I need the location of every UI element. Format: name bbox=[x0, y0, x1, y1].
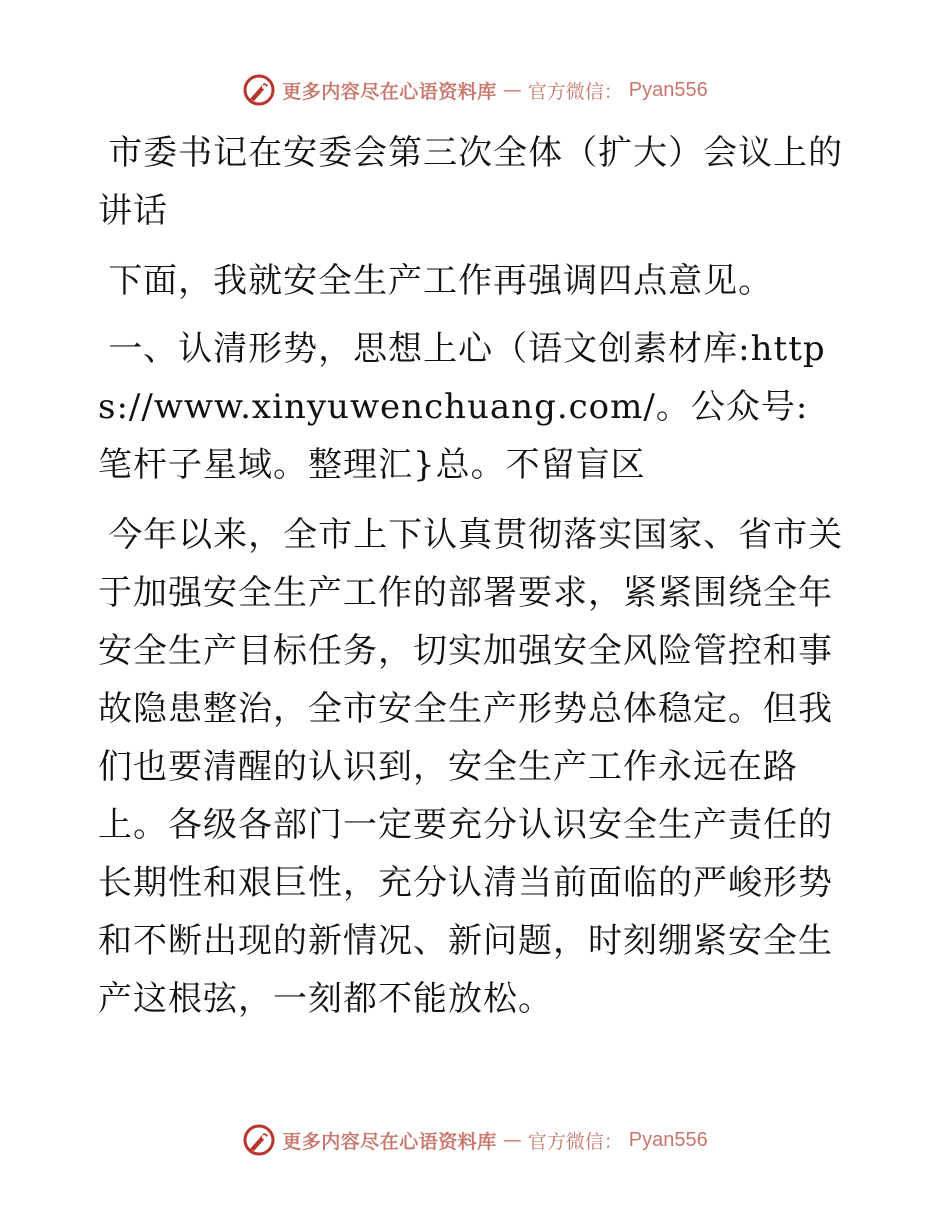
intro-paragraph: 下面，我就安全生产工作再强调四点意见。 bbox=[108, 261, 774, 301]
banner-official-label: 官方微信： bbox=[527, 1130, 623, 1153]
banner-account-id: Pyan556 bbox=[628, 78, 708, 101]
banner-separator: — bbox=[502, 79, 522, 101]
document-title: 市委书记在安委会第三次全体（扩大）会议上的讲话 bbox=[98, 133, 844, 231]
banner-brand-text: 更多内容尽在心语资料库 bbox=[282, 80, 497, 103]
banner-official-label: 官方微信： bbox=[527, 80, 623, 103]
body-paragraph: 今年以来，全市上下认真贯彻落实国家、省市关于加强安全生产工作的部署要求，紧紧围绕全年安全生产目标任务，切实加强安全风险管控和事故隐患整治，全市安全生产形势总体稳定。但我们也要清醒的认识到，安全生产工作永远在路上。各级各部门一定要充分认识安全生产责任的长期性和艰巨性，充分认清当前面临的严峻形势和不断出现的新情况、新问题，时刻绷紧安全生产这根弦，一刻都不能放松。 bbox=[98, 515, 844, 1019]
footer-banner bbox=[0, 1120, 950, 1160]
pen-nib-circle-logo-icon bbox=[242, 1123, 276, 1157]
banner-separator: — bbox=[502, 1129, 522, 1151]
header-banner bbox=[0, 70, 950, 110]
banner-account-id: Pyan556 bbox=[628, 1128, 708, 1151]
pen-nib-circle-logo-icon bbox=[242, 73, 276, 107]
banner-brand-text: 更多内容尽在心语资料库 bbox=[282, 1130, 497, 1153]
section-heading: 一、认清形势，思想上心（语文创素材库:https://www.xinyuwenchuang.com/。公众号: 笔杆子星域。整理汇}总。不留盲区 bbox=[98, 329, 826, 485]
document-body bbox=[98, 124, 850, 1038]
